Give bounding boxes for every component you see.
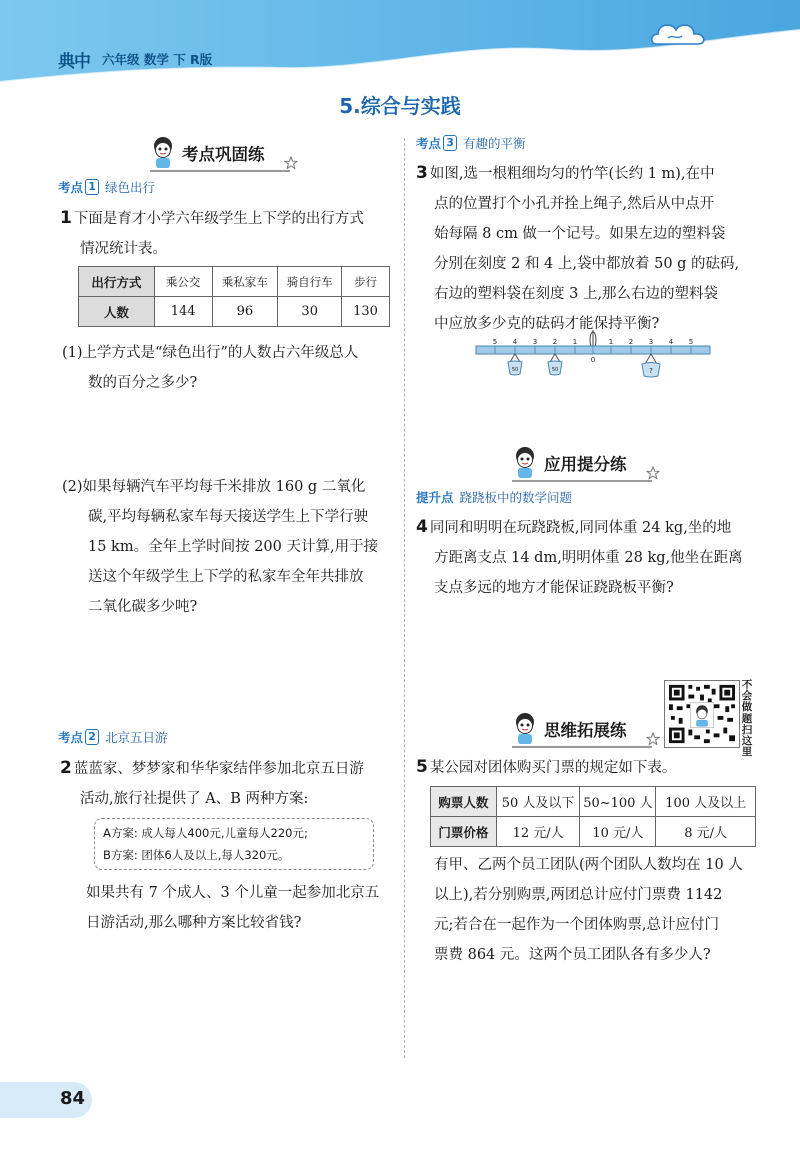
section-title: 思维拓展练 <box>544 721 627 740</box>
q3-line: 如图,选一根粗细均匀的竹竿(长约 1 m),在中 <box>429 166 715 182</box>
question-1 <box>60 203 400 264</box>
question-number: 1 <box>60 208 72 228</box>
mascot-icon <box>148 136 178 170</box>
q1-sub1-line: 数的百分之多少? <box>88 375 198 391</box>
q3-line: 右边的塑料袋在刻度 3 上,那么右边的塑料袋 <box>434 286 719 302</box>
q3-line: 中应放多少克的砝码才能保持平衡? <box>434 316 660 332</box>
question-number: 3 <box>416 163 428 183</box>
mascot-icon <box>510 712 540 746</box>
scale-tick-label: 3 <box>532 338 538 346</box>
q1-sub2-line: 15 km。全年上学时间按 200 天计算,用于接 <box>88 539 379 555</box>
table-cell: 步行 <box>342 267 390 297</box>
scale-tick-label: 2 <box>628 338 634 346</box>
table-cell: 门票价格 <box>431 817 497 847</box>
q5-intro: 某公园对团体购买门票的规定如下表。 <box>429 760 677 776</box>
q3-line: 点的位置打个小孔并拴上绳子,然后从中点开 <box>434 196 715 212</box>
bag-right-3 <box>642 354 660 377</box>
kp-title: 绿色出行 <box>105 180 156 195</box>
table-cell: 人数 <box>79 297 155 327</box>
table-cell: 乘公交 <box>154 267 212 297</box>
scale-tick-label: 5 <box>688 338 694 346</box>
plan-box <box>94 818 374 870</box>
balance-figure <box>468 328 718 388</box>
q4-line: 方距离支点 14 dm,明明体重 28 kg,他坐在距离 <box>434 550 743 566</box>
table-row <box>431 817 756 847</box>
kp-title: 跷跷板中的数学问题 <box>459 490 573 505</box>
q4-line: 同同和明明在玩跷跷板,同同体重 24 kg,坐的地 <box>429 520 732 536</box>
q2-line: 活动,旅行社提供了 A、B 两种方案: <box>80 791 309 807</box>
star-icon <box>646 732 660 746</box>
kp-number: 1 <box>85 179 99 195</box>
q4-line: 支点多远的地方才能保证跷跷板平衡? <box>434 580 674 596</box>
table-cell: 96 <box>212 297 278 327</box>
question-1-part-1 <box>62 338 402 398</box>
table-cell: 50 人及以下 <box>496 787 580 817</box>
kp-number: 3 <box>443 135 457 151</box>
mascot-icon <box>510 446 540 480</box>
question-5 <box>416 752 786 783</box>
q2-after-line: 日游活动,那么哪种方案比较省钱? <box>86 915 302 931</box>
scale-tick-label: 1 <box>572 338 578 346</box>
kp-label: 考点 <box>58 730 84 745</box>
scale-tick-label: 4 <box>668 338 674 346</box>
kp-title: 有趣的平衡 <box>463 136 526 151</box>
ticket-table <box>430 786 756 847</box>
bag-weight: 50 <box>511 367 519 373</box>
section-underline <box>150 170 290 172</box>
table-row <box>79 297 390 327</box>
table-cell: 144 <box>154 297 212 327</box>
kp-label: 考点 <box>58 180 84 195</box>
table-row <box>431 787 756 817</box>
kp-title: 北京五日游 <box>105 730 168 745</box>
table-cell: 12 元/人 <box>496 817 580 847</box>
brand-logo: 典中 <box>58 52 90 72</box>
section-header-apply <box>510 446 627 480</box>
q2-after-line: 如果共有 7 个成人、3 个儿童一起参加北京五 <box>86 885 380 901</box>
section-title: 考点巩固练 <box>182 145 265 164</box>
question-5-body <box>434 850 794 970</box>
table-cell: 10 元/人 <box>580 817 656 847</box>
q5-after-line: 元;若合在一起作为一个团体购票,总计应付门 <box>434 917 719 933</box>
q2-line: 蓝蓝家、梦梦家和华华家结伴参加北京五日游 <box>73 761 364 777</box>
page-title: 5.综合与实践 <box>339 94 461 118</box>
table-cell: 30 <box>278 297 342 327</box>
table-cell: 8 元/人 <box>656 817 756 847</box>
bag-weight: 50 <box>551 367 559 373</box>
cloud-icon <box>650 18 710 52</box>
kp-label: 提升点 <box>416 490 454 505</box>
q5-after-line: 有甲、乙两个员工团队(两个团队人数均在 10 人 <box>434 857 743 873</box>
table-cell: 购票人数 <box>431 787 497 817</box>
q1-sub2-line: 送这个年级学生上下学的私家车全年共排放 <box>88 569 364 585</box>
scale-tick-label: 5 <box>492 338 498 346</box>
question-1-part-2 <box>62 472 402 622</box>
q1-line: 情况统计表。 <box>80 241 167 257</box>
knowledge-point-3 <box>416 134 526 152</box>
question-3 <box>416 158 786 339</box>
travel-table <box>78 266 390 327</box>
question-4 <box>416 512 786 603</box>
bag-weight: ? <box>649 367 653 375</box>
question-number: 5 <box>416 757 428 777</box>
table-cell: 骑自行车 <box>278 267 342 297</box>
q5-after-line: 票费 864 元。这两个员工团队各有多少人? <box>434 947 711 963</box>
qr-hint: 不会做题扫这里 <box>741 679 753 759</box>
q1-sub1-line: (1)上学方式是“绿色出行”的人数占六年级总人 <box>62 345 359 361</box>
improvement-point <box>416 488 572 506</box>
bag-left-4 <box>508 354 522 375</box>
table-cell: 乘私家车 <box>212 267 278 297</box>
scale-tick-label: 2 <box>552 338 558 346</box>
table-cell: 出行方式 <box>79 267 155 297</box>
star-icon <box>646 466 660 480</box>
section-header-consolidate <box>148 136 265 170</box>
section-underline <box>512 480 652 482</box>
table-row <box>79 267 390 297</box>
table-cell: 100 人及以上 <box>656 787 756 817</box>
question-2-ask <box>86 878 406 938</box>
q3-line: 分别在刻度 2 和 4 上,袋中都放着 50 g 的砝码, <box>434 256 740 272</box>
qr-code-icon[interactable] <box>664 680 740 748</box>
question-2 <box>60 753 400 814</box>
scale-zero-label: 0 <box>590 356 596 364</box>
scale-tick-label: 3 <box>648 338 654 346</box>
section-title: 应用提分练 <box>544 455 627 474</box>
table-cell: 50~100 人 <box>580 787 656 817</box>
scale-tick-label: 4 <box>512 338 518 346</box>
q1-sub2-line: 二氧化碳多少吨? <box>88 599 198 615</box>
plan-b: B方案: 团体6人及以上,每人320元。 <box>103 848 290 862</box>
q3-line: 始每隔 8 cm 做一个记号。如果左边的塑料袋 <box>434 226 726 242</box>
knowledge-point-2 <box>58 728 168 746</box>
question-number: 4 <box>416 517 428 537</box>
q1-sub2-line: (2)如果每辆汽车平均每千米排放 160 g 二氧化 <box>62 479 366 495</box>
bag-left-2 <box>548 354 562 375</box>
column-divider <box>404 138 405 1058</box>
q1-sub2-line: 碳,平均每辆私家车每天接送学生上下学行驶 <box>88 509 369 525</box>
q1-line: 下面是育才小学六年级学生上下学的出行方式 <box>73 211 364 227</box>
scale-tick-label: 1 <box>608 338 614 346</box>
table-cell: 130 <box>342 297 390 327</box>
section-underline <box>512 746 652 748</box>
star-icon <box>284 156 298 170</box>
q5-after-line: 以上),若分别购票,两团总计应付门票费 1142 <box>434 887 723 903</box>
kp-number: 2 <box>85 729 99 745</box>
knowledge-point-1 <box>58 178 155 196</box>
kp-label: 考点 <box>416 136 442 151</box>
question-number: 2 <box>60 758 72 778</box>
page-number: 84 <box>60 1088 86 1109</box>
plan-a: A方案: 成人每人400元,儿童每人220元; <box>103 826 308 840</box>
section-header-think <box>510 712 627 746</box>
book-grade: 六年级 数学 下 R版 <box>102 52 213 67</box>
